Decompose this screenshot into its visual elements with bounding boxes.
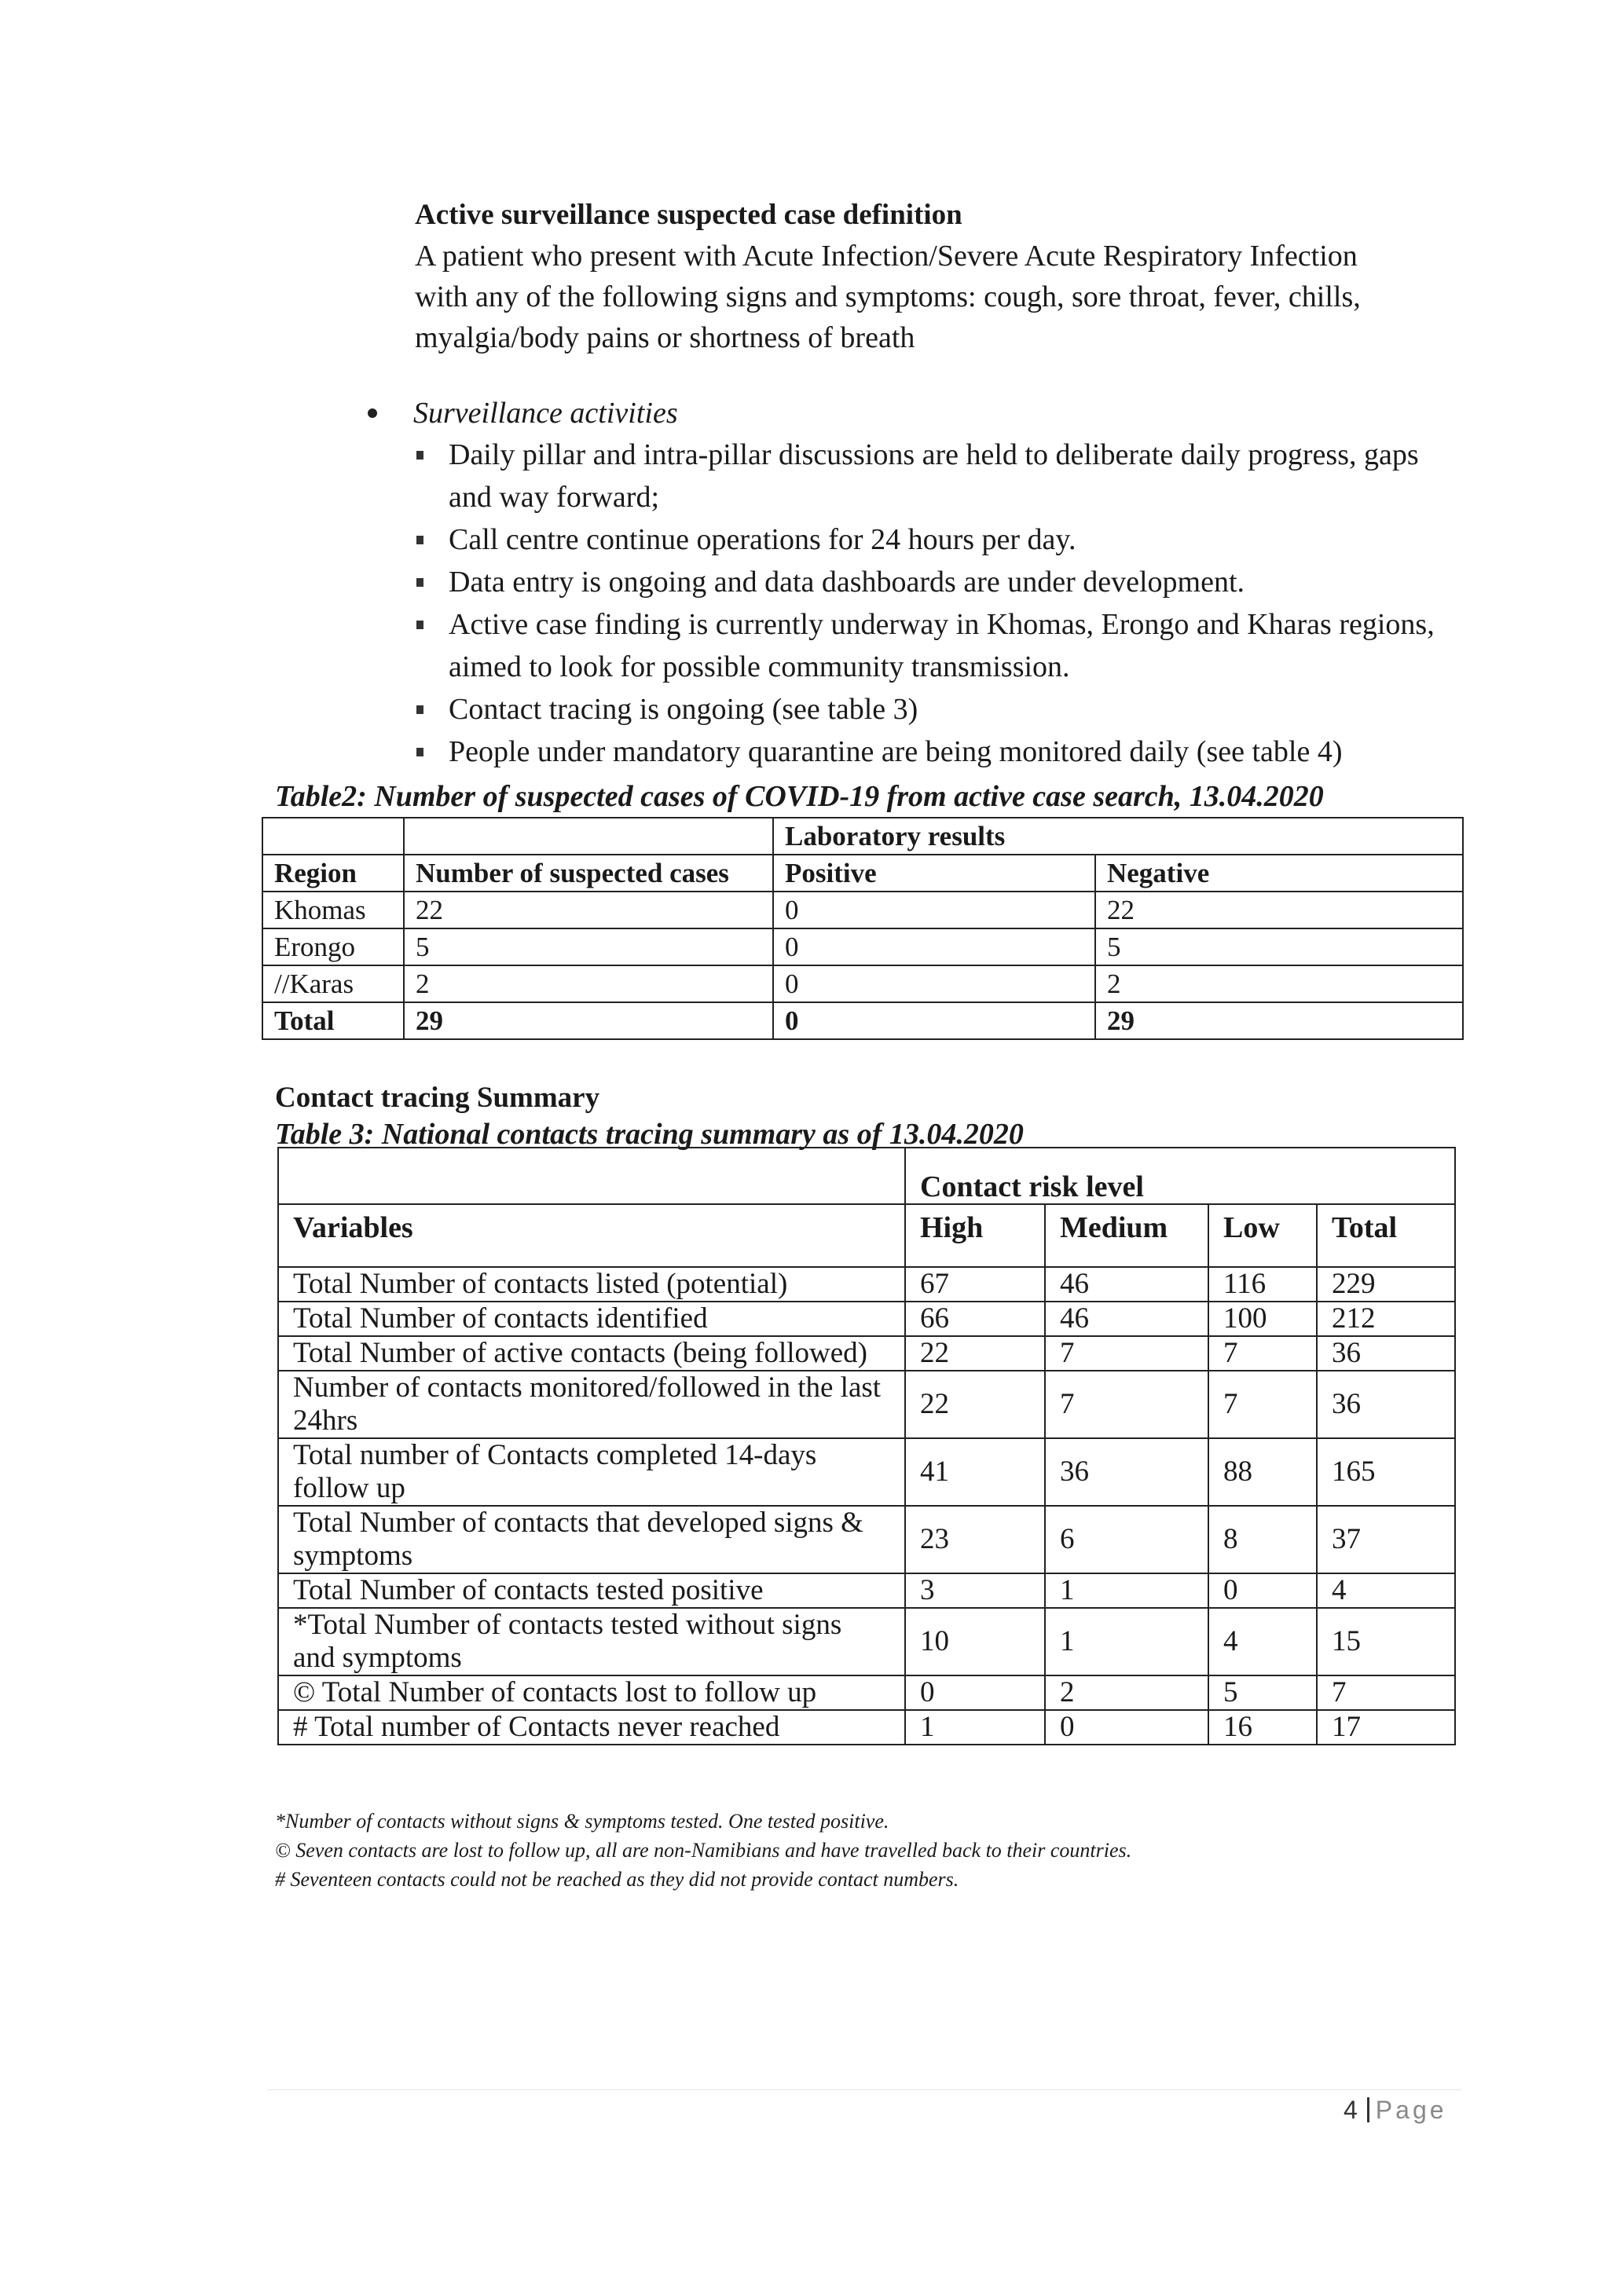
square-bullet-icon <box>416 451 423 460</box>
column-header: Variables <box>278 1204 905 1267</box>
table-cell: 36 <box>1317 1371 1455 1438</box>
table-row <box>278 1302 1455 1336</box>
table-cell: 7 <box>1045 1371 1208 1438</box>
surveillance-activities-heading <box>361 393 1461 434</box>
contact-tracing-table <box>277 1147 1456 1745</box>
list-item <box>415 561 1461 603</box>
table-cell: 29 <box>1095 1002 1463 1039</box>
square-bullet-icon <box>416 536 423 544</box>
table-cell: 17 <box>1317 1710 1455 1745</box>
table-cell: 5 <box>1208 1675 1317 1710</box>
table-cell: Total Number of contacts identified <box>278 1302 905 1336</box>
table-cell: 22 <box>1095 892 1463 928</box>
bullet-dot-icon <box>368 408 377 418</box>
table-cell: 5 <box>404 928 773 965</box>
case-definition-line: with any of the following signs and symptoms: cough, sore throat, fever, chills, <box>415 280 1361 313</box>
table-cell: 36 <box>1317 1336 1455 1371</box>
empty-cell <box>278 1148 905 1204</box>
square-bullet-icon <box>416 748 423 756</box>
group-header: Contact risk level <box>905 1148 1455 1204</box>
list-item <box>415 603 1461 688</box>
list-item-text: Contact tracing is ongoing (see table 3) <box>449 693 918 726</box>
empty-cell <box>262 818 404 855</box>
table-cell: 1 <box>1045 1608 1208 1675</box>
table-cell: 100 <box>1208 1302 1317 1336</box>
table-cell: 29 <box>404 1002 773 1039</box>
table-cell: 212 <box>1317 1302 1455 1336</box>
table-cell: Total Number of contacts listed (potential) <box>278 1267 905 1302</box>
contact-tracing-title: Contact tracing Summary <box>275 1082 600 1114</box>
heading-text: Surveillance activities <box>413 397 678 430</box>
table-cell: 23 <box>905 1506 1045 1573</box>
table-row <box>278 1267 1455 1302</box>
column-header: Number of suspected cases <box>404 855 773 892</box>
table-row <box>262 965 1463 1002</box>
case-definition-title: Active surveillance suspected case definition <box>415 199 962 231</box>
list-item <box>415 434 1461 518</box>
group-header: Laboratory results <box>773 818 1463 855</box>
table-cell: 41 <box>905 1438 1045 1506</box>
table-row <box>278 1573 1455 1608</box>
column-header: Medium <box>1045 1204 1208 1267</box>
table-cell: 7 <box>1208 1336 1317 1371</box>
list-item-text: Daily pillar and intra-pillar discussions are held to deliberate daily progress, gaps and way forward; <box>449 438 1419 514</box>
table-header-row <box>262 855 1463 892</box>
table-cell: Number of contacts monitored/followed in the last 24hrs <box>278 1371 905 1438</box>
table-cell: Total number of Contacts completed 14-days follow up <box>278 1438 905 1506</box>
table-cell: 67 <box>905 1267 1045 1302</box>
table-row <box>278 1608 1455 1675</box>
column-header: Low <box>1208 1204 1317 1267</box>
table-cell: Khomas <box>262 892 404 928</box>
table-cell: 229 <box>1317 1267 1455 1302</box>
table-cell: 4 <box>1317 1573 1455 1608</box>
list-item <box>415 688 1461 731</box>
table-row <box>262 928 1463 965</box>
empty-cell <box>404 818 773 855</box>
table-cell: 4 <box>1208 1608 1317 1675</box>
page-number: 4 <box>1344 2096 1361 2124</box>
footer-divider <box>267 2089 1461 2090</box>
case-definition-line: A patient who present with Acute Infection/Severe Acute Respiratory Infection <box>415 240 1358 273</box>
table-cell: 1 <box>905 1710 1045 1745</box>
surveillance-activities-section <box>361 393 1461 773</box>
table-cell: © Total Number of contacts lost to follow up <box>278 1675 905 1710</box>
table-cell: 16 <box>1208 1710 1317 1745</box>
table-cell: 0 <box>773 965 1095 1002</box>
table3-footnotes <box>275 1807 1131 1894</box>
table-cell: 0 <box>773 1002 1095 1039</box>
table-row <box>262 892 1463 928</box>
column-header: Region <box>262 855 404 892</box>
table-row <box>278 1506 1455 1573</box>
table-cell: 7 <box>1317 1675 1455 1710</box>
table-cell: 8 <box>1208 1506 1317 1573</box>
table-cell: 0 <box>1208 1573 1317 1608</box>
table-cell: 15 <box>1317 1608 1455 1675</box>
table3-caption: Table 3: National contacts tracing summary as of 13.04.2020 <box>275 1118 1024 1151</box>
table-cell: 66 <box>905 1302 1045 1336</box>
table-cell: 37 <box>1317 1506 1455 1573</box>
table-cell: 5 <box>1095 928 1463 965</box>
footnote: *Number of contacts without signs & symptoms tested. One tested positive. <box>275 1810 889 1833</box>
table-cell: Total <box>262 1002 404 1039</box>
table-cell: 88 <box>1208 1438 1317 1506</box>
list-item <box>415 518 1461 561</box>
table-cell: 7 <box>1045 1336 1208 1371</box>
list-item-text: Active case finding is currently underway in Khomas, Erongo and Kharas regions, aimed to look for possible community transmission. <box>449 608 1435 683</box>
separator <box>1367 2097 1369 2122</box>
column-header: High <box>905 1204 1045 1267</box>
square-bullet-icon <box>416 705 423 714</box>
table-cell: 0 <box>1045 1710 1208 1745</box>
column-header: Positive <box>773 855 1095 892</box>
footnote: © Seven contacts are lost to follow up, all are non-Namibians and have travelled back to their countries. <box>275 1839 1132 1862</box>
column-header: Total <box>1317 1204 1455 1267</box>
table-cell: Total Number of active contacts (being followed) <box>278 1336 905 1371</box>
table-cell: //Karas <box>262 965 404 1002</box>
table-cell: 0 <box>773 892 1095 928</box>
list-item-text: Call centre continue operations for 24 hours per day. <box>449 523 1076 556</box>
table-cell: *Total Number of contacts tested without signs and symptoms <box>278 1608 905 1675</box>
activities-list <box>415 434 1461 773</box>
case-definition-line: myalgia/body pains or shortness of breath <box>415 321 915 354</box>
table-cell: 7 <box>1208 1371 1317 1438</box>
table-cell: 46 <box>1045 1302 1208 1336</box>
table-cell: 2 <box>1095 965 1463 1002</box>
table-cell: 2 <box>1045 1675 1208 1710</box>
page-label: Page <box>1375 2096 1447 2124</box>
case-definition-section <box>415 195 1436 358</box>
table-header-row <box>262 818 1463 855</box>
table-cell: 0 <box>773 928 1095 965</box>
square-bullet-icon <box>416 578 423 587</box>
table-row <box>278 1336 1455 1371</box>
column-header: Negative <box>1095 855 1463 892</box>
list-item-text: People under mandatory quarantine are being monitored daily (see table 4) <box>449 735 1343 768</box>
table-header-row <box>278 1148 1455 1204</box>
table-cell: # Total number of Contacts never reached <box>278 1710 905 1745</box>
list-item <box>415 731 1461 773</box>
table-row <box>278 1710 1455 1745</box>
table-row <box>278 1675 1455 1710</box>
table-cell: Total Number of contacts that developed signs & symptoms <box>278 1506 905 1573</box>
table-cell: 6 <box>1045 1506 1208 1573</box>
table-row <box>278 1438 1455 1506</box>
square-bullet-icon <box>416 621 423 629</box>
table-cell: Erongo <box>262 928 404 965</box>
table-cell: 22 <box>404 892 773 928</box>
suspected-cases-table <box>262 817 1464 1040</box>
table-cell: 0 <box>905 1675 1045 1710</box>
table-total-row <box>262 1002 1463 1039</box>
table-cell: Total Number of contacts tested positive <box>278 1573 905 1608</box>
table-cell: 116 <box>1208 1267 1317 1302</box>
table-cell: 36 <box>1045 1438 1208 1506</box>
table-header-row <box>278 1204 1455 1267</box>
footnote: # Seventeen contacts could not be reached as they did not provide contact numbers. <box>275 1868 959 1891</box>
table-row <box>278 1371 1455 1438</box>
table-cell: 22 <box>905 1336 1045 1371</box>
table-cell: 3 <box>905 1573 1045 1608</box>
table-cell: 22 <box>905 1371 1045 1438</box>
list-item-text: Data entry is ongoing and data dashboards are under development. <box>449 566 1245 599</box>
page-footer <box>1344 2096 1447 2125</box>
table-cell: 2 <box>404 965 773 1002</box>
table-cell: 46 <box>1045 1267 1208 1302</box>
table2-caption: Table2: Number of suspected cases of COVID-19 from active case search, 13.04.2020 <box>275 780 1324 813</box>
table-cell: 165 <box>1317 1438 1455 1506</box>
table-cell: 1 <box>1045 1573 1208 1608</box>
table-cell: 10 <box>905 1608 1045 1675</box>
